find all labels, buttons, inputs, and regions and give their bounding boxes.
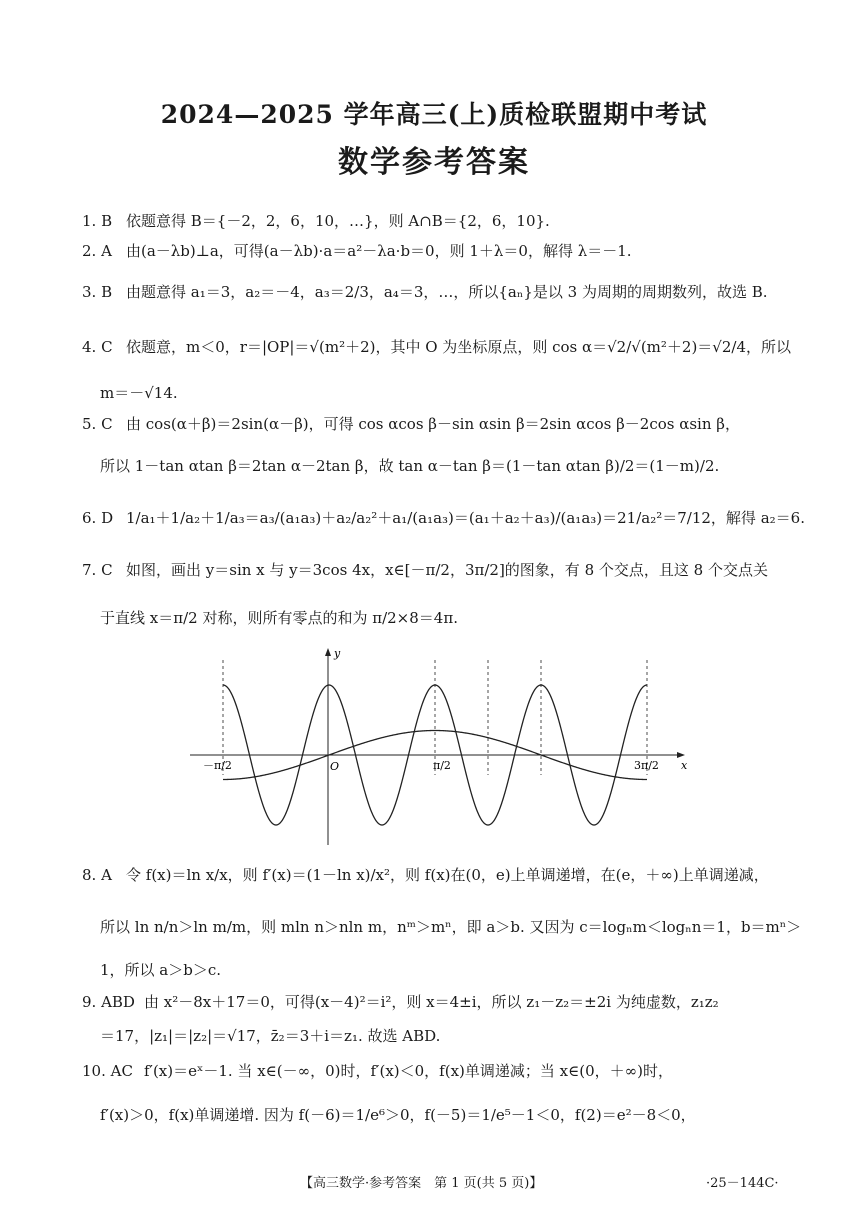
exam-title: 2024—2025 学年高三(上)质检联盟期中考试 [160,100,708,129]
answer-number: 6. D [82,509,114,527]
tick-three-half-pi: 3π/2 [634,759,659,772]
tick-half-pi: π/2 [433,759,451,772]
answer-text: 由题意得 a₁＝3，a₂＝－4，a₃＝2/3，a₄＝3，…，所以{aₙ}是以 3 为周期的周期数列，故选 B. [126,283,768,301]
x-axis-arrow [677,752,685,758]
origin-label: O [330,760,340,773]
answer-number: 1. B [82,212,113,230]
answer-5 [82,413,740,434]
answer-8-cont2: 1，所以 a＞b＞c. [100,961,222,979]
answer-number: 8. A [82,866,112,884]
answer-number: 5. C [82,415,113,433]
symmetry-dashes [223,660,647,775]
answer-number: 2. A [82,242,112,260]
tick-neg-half-pi: －π/2 [203,759,232,772]
answer-text: 1/a₁＋1/a₂＋1/a₃＝a₃/(a₁a₃)＋a₂/a₂²＋a₁/(a₁a₃)＝(a₁＋a₂＋a₃)/(a₁a₃)＝21/a₂²＝7/12，解得 a₂＝6. [126,509,805,527]
answer-text: f′(x)＝eˣ－1. 当 x∈(－∞，0)时，f′(x)＜0，f(x)单调递减；当 x∈(0，＋∞)时， [144,1062,673,1080]
answer-number: 3. B [82,283,113,301]
y-axis-arrow [325,648,331,656]
answer-10-cont: f′(x)＞0，f(x)单调递增. 因为 f(－6)＝1/e⁶＞0，f(－5)＝1/e⁵－1＜0，f(2)＝e²－8＜0， [100,1106,696,1124]
sin-cos-graph [185,645,695,850]
answer-text: 由(a－λb)⊥a，可得(a－λb)·a＝a²－λa·b＝0，则 1＋λ＝0，解得 λ＝－1. [126,242,632,260]
answer-key-title: 数学参考答案 [338,145,530,180]
answer-number: 10. AC [82,1062,133,1080]
footer-page-info: 【高三数学·参考答案 第 1 页(共 5 页)】 [300,1176,543,1191]
answer-7 [82,559,768,580]
answer-text: 令 f(x)＝ln x/x，则 f′(x)＝(1－ln x)/x²，则 f(x)在(0，e)上单调递增，在(e，＋∞)上单调递减， [126,866,769,884]
answer-5-cont: 所以 1－tan αtan β＝2tan α－2tan β，故 tan α－tan β＝(1－tan αtan β)/2＝(1－m)/2. [100,457,720,475]
answer-3 [82,281,768,302]
x-axis-label: x [681,759,688,772]
answer-2 [82,240,632,261]
y-axis-label: y [334,647,341,660]
answer-8 [82,864,769,885]
answer-text: 依题意，m＜0，r＝|OP|＝√(m²＋2)，其中 O 为坐标原点，则 cos α＝√2/√(m²＋2)＝√2/4，所以 [126,338,792,356]
answer-4-cont: m＝－√14. [100,384,178,402]
answer-7-cont: 于直线 x＝π/2 对称，则所有零点的和为 π/2×8＝4π. [100,609,458,627]
answer-number: 7. C [82,561,113,579]
answer-9 [82,991,719,1012]
answer-text: 由 cos(α＋β)＝2sin(α－β)，可得 cos αcos β－sin αsin β＝2sin αcos β－2cos αsin β， [126,415,740,433]
answer-8-cont1: 所以 ln n/n＞ln m/m，则 mln n＞nln m，nᵐ＞mⁿ，即 a＞b. 又因为 c＝logₙm＜logₙn＝1，b＝mⁿ＞ [100,918,802,936]
answer-text: 依题意得 B＝{－2，2，6，10，…}，则 A∩B＝{2，6，10}. [126,212,550,230]
answer-1 [82,210,550,231]
answer-number: 9. ABD [82,993,135,1011]
answer-6 [82,507,805,528]
answer-4 [82,336,791,357]
answer-9-cont: ＝17，|z₁|＝|z₂|＝√17，z̄₂＝3＋i＝z₁. 故选 ABD. [100,1027,441,1045]
answer-text: 由 x²－8x＋17＝0，可得(x－4)²＝i²，则 x＝4±i，所以 z₁－z₂＝±2i 为纯虚数，z₁z₂ [144,993,719,1011]
footer-code: ·25－144C· [706,1176,779,1191]
answer-text: 如图，画出 y＝sin x 与 y＝3cos 4x，x∈[－π/2，3π/2]的图象，有 8 个交点，且这 8 个交点关 [126,561,768,579]
answer-number: 4. C [82,338,113,356]
answer-10 [82,1060,673,1081]
